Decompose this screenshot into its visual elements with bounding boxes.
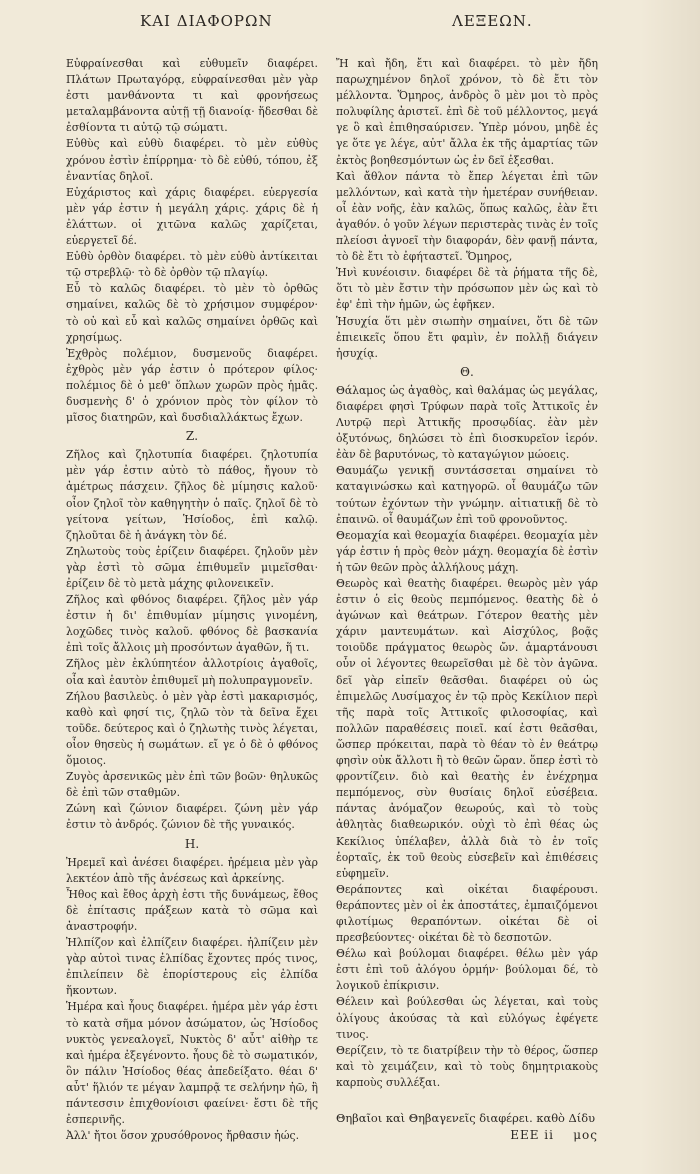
section-heading-h: Η. [184, 836, 200, 851]
signature-mark [510, 1127, 598, 1144]
entry-h-2: Ἦθος καὶ ἔθος ἀρχὴ ἐστι τῆς δυνάμεως, ἔθος δὲ ἐπίτασις πράξεων κατὰ τὸ σῶμα καὶ ἀναστροφήν. [66, 887, 318, 933]
entry-th-2: Θαυμάζω γενικῇ συντάσσεται σημαίνει τὸ καταγινώσκω καὶ κατηγορῶ. οἷ θαυμάζω τῶν τούτων ἐχόντων τὴν γνώμην. αἰτιατικῇ δὲ τὸ ἐπαινῶ. οἷ θαυμάζων ἐπὶ τοῦ φρονοῦντος. [336, 464, 598, 526]
header-right-title: ΛΕΞΕΩΝ. [452, 12, 533, 30]
entry-z-5: Ζήλου βασιλεὺς. ὁ μὲν γὰρ ἐστὶ μακαρισμός, καθὸ καὶ φησί τις, ζηλῶ τὸν τὰ δεῖνα ἔχει τοῦδε. δεύτερος καὶ ὁ ζηλωτὴς τινὸς λέγεται, οἷον θησεὺς ἡ σωμάτων. εἴ γε ὁ δὲ ὁ φθόνος ὅμοιος. [66, 689, 318, 768]
catchword: μος [573, 1128, 598, 1142]
entry-th-8: Θερίζειν, τὸ τε διατρίβειν τὴν τὸ θέρος, ὥσπερ καὶ τὸ χειμάζειν, καὶ τὸ τοὺς δημητριακοὺς καρποὺς συλλέξαι. [336, 1043, 598, 1089]
entry-z-6: Ζυγὸς ἀρσενικῶς μὲν ἐπὶ τῶν βοῶν· θηλυκῶς δὲ ἐπὶ τῶν σταθμῶν. [66, 770, 318, 800]
entry-e-3: Εὐχάριστος καὶ χάρις διαφέρει. εὐεργεσία μὲν γάρ ἐστιν ἡ μεγάλη χάρις. χάρις δὲ ἡ ἐλάττων. οἱ χιτῶνα καλῶς χαρίζεται, εὐεργετεῖ δέ. [66, 185, 318, 248]
left-column [66, 56, 318, 1144]
right-column [336, 56, 598, 1091]
entry-e-6: Ἐχθρὸς πολέμιον, δυσμενοῦς διαφέρει. ἐχθρὸς μὲν γάρ ἐστιν ὁ πρότερον φίλος· πολέμιος δὲ ὁ μεθ' ὅπλων χωρῶν πρὸς ἡμᾶς. δυσμενὴς δ' ὁ χρόνιον πρὸς τὸν φίλον τὸ μῖσος διατηρῶν, καὶ δυσδιαλλάκτως ἔχων. [66, 346, 318, 425]
entry-th-7: Θέλειν καὶ βούλεσθαι ὡς λέγεται, καὶ τοὺς ὀλίγους ἀκούσας τὰ καὶ εὐλόγως ἐφέγετε τινος. [336, 995, 598, 1041]
entry-th-4: Θεωρὸς καὶ θεατὴς διαφέρει. θεωρὸς μὲν γάρ ἐστιν ὁ εἰς θεοὺς πεμπόμενος. θεατὴς δὲ ὁ ἀγώνων καὶ θεάτρων. Γότερον θεατὴς μὲν χάριν μαντευμάτων. καὶ Αἰσχύλος, βοᾷς τοιοῦδε πράγματος θεωρὸς ὤν. ἁμαρτάνουσι οὖν οἱ λέγοντες θεωρεῖσθαι μὲ δὲ τὸν ἀγῶνα. δεῖ γὰρ εἰπεῖν θεᾶσθαι. διαφέρει οὐ ὡς ἐπιμελῶς Λυσίμαχος ἐν τῷ πρὸς Κεκίλιον περὶ τῆς παρὰ τοῖς Ἀττικοῖς φιλοσοφίας, καὶ πολλῶν παραθέσεις ποιεῖ. καί ἐστι θεᾶσθαι, ὥσπερ πρόκειται, παρὰ τὸ θέαν τὸ ἐν θεάτρῳ φησὶν οὐκ ἄλλοτι ἢ τὸ θεῶν ὤραν. ὅπερ ἐστὶ τὸ φροντίζειν. διὸ καὶ θεατὴς ἐν ἐνέχρημα πεμπόμενος, σὺν θυσίαις δηλοῖ εὐσέβεια. πάντας ἀνόμαζον θεωρούς, καὶ τὸ τοὺς ἀθλητὰς διαθεωρικόν. οὐχὶ τὸ ἐπὶ θέας ὡς Κεκίλιος ὑπέλαβεν, ἀλλὰ διὰ τὸ ἐν τοῖς ἑορταῖς, ἐκ τοῦ θεοὺς εὐσεβεῖν καὶ ἐπιθέσεις εὐφημεῖν. [336, 577, 598, 880]
entry-h-3: Ἠλπίζον καὶ ἐλπίζειν διαφέρει. ἠλπίζειν μὲν γὰρ αὐτοὶ τινας ἐλπίδας ἔχοντες πρός τινος, ἐπιλείπειν δὲ ἐπορίστερους εἰς ἐλπίδα ἥκοντων. [66, 936, 318, 998]
footer-last-line-text: Θηβαῖοι καὶ Θηβαγενεῖς διαφέρει. καθὸ Δίδυ [336, 1111, 596, 1125]
entry-h-5: Ἀλλ' ἤτοι ὅσον χρυσόθρονος ἤρθασιν ἠώς. [66, 1129, 300, 1143]
entry-th-6: Θέλω καὶ βούλομαι διαφέρει. θέλω μὲν γάρ ἐστι ἐπὶ τοῦ ἀλόγου ὁρμήν· βούλομαι δέ, τὸ λογικοῦ ἐπίκρισιν. [336, 947, 598, 993]
entry-top-3: Ἡνὶ κυνέοισιν. διαφέρει δὲ τὰ ῥήματα τῆς δὲ, ὅτι τὸ μὲν ἔστιν τὴν πρόσωπον μὲν ὡς καὶ τὸ ἐφ' ἐπὶ τὴν ἡμῶν, ὡς ἐφῆκεν. [336, 266, 598, 312]
entry-e-2: Εὐθὺς καὶ εὐθὺ διαφέρει. τὸ μὲν εὐθὺς χρόνου ἐστὶν ἐπίρρημα· τὸ δὲ εὐθύ, τόπου, ἐξ ἐναντίας δηλοῖ. [66, 137, 318, 183]
footer-last-line [336, 1110, 598, 1127]
entry-z-1: Ζῆλος καὶ ζηλοτυπία διαφέρει. ζηλοτυπία μὲν γάρ ἐστιν αὐτὸ τὸ πάθος, ἤγουν τὸ ἀμέτρως πάσχειν. ζῆλος δὲ μίμησις καλοῦ· οἷον ζηλοῖ τὸν καθηγητὴν ὁ παῖς. ζηλοῖ δὲ τὸ γείτονα γείτων, Ἡσίοδος, ἐπὶ καλῷ. ζηλοῦται δὲ ἡ ἀνάγκη τὸν δέ. [66, 448, 318, 542]
section-heading-th: Θ. [460, 364, 474, 379]
entry-th-1: Θάλαμος ὡς ἀγαθὸς, καὶ θαλάμας ὡς μεγάλας, διαφέρει φησὶ Τρύφων παρὰ τοῖς Ἀττικοῖς ἐν Λυτρῷ περὶ Ἀττικῆς προσῳδίας. ἐὰν μὲν ὀξυτόνως, δηλώσει τὸ ἐπὶ διοσκυρεῖον ἱερόν. ἐὰν δὲ βαρυτόνως, τὸ καταγώγιον μώοεις. [336, 383, 598, 462]
entry-top-4: Ἡσυχία ὅτι μὲν σιωπὴν σημαίνει, ὅτι δὲ τῶν ἐπιεικεῖς ὅπου ἔτι φαμὶν, ἐν πολλῇ διάγειν ἡσυχίᾳ. [336, 314, 598, 360]
entry-z-2: Ζηλωτοὺς τοὺς ἐρίζειν διαφέρει. ζηλοῦν μὲν γὰρ ἐστὶ τὸ σῶμα ἐπιθυμεῖν μιμεῖσθαι· ἐρίζειν δὲ τὸ μετὰ μάχης φιλονεικεῖν. [66, 544, 318, 590]
signature-text: ΕΕΕ ii [510, 1128, 554, 1142]
entry-z-4: Ζῆλος μὲν ἐκλύπητέον ἀλλοτρίοις ἀγαθοῖς, οἷα καὶ ἑαυτὸν ἐπιθυμεῖ μὴ πολυπραγμονεῖν. [66, 657, 318, 687]
entry-h-1: Ἠρεμεῖ καὶ ἀνέσει διαφέρει. ἠρέμεια μὲν γὰρ λεκτέον ἀπὸ τῆς ἀνέσεως καὶ ἀρκείνης. [66, 855, 318, 885]
section-heading-z: Ζ. [185, 429, 199, 444]
page-footer [336, 1110, 598, 1142]
entry-h-4: Ἡμέρα καὶ ἦους διαφέρει. ἡμέρα μὲν γάρ ἐστι τὸ κατὰ σῆμα μόνον ἀσώματον, ὡς Ἡσίοδος νυκτὸς γενεαλογεῖ, Νυκτὸς δ' αὖτ' αἰθὴρ τε καὶ ἡμέρα ἐξεγένοντο. ἦους δὲ τὸ σωματικόν, ὃν πάλιν Ἡσίοδος θέας ἀπεδείξατο. θέαι δ' αὖτ' ἥλιόν τε μέγαν λαμπρᾷ τε σελήνην ἠῶ, ἣ πάντεσσιν ἐπιχθονίοισι φαείνει· ἔστι δὲ τῆς ἐσπερινῆς. [66, 1000, 318, 1127]
entry-z-3: Ζῆλος καὶ φθόνος διαφέρει. ζῆλος μὲν γάρ ἐστιν ἡ δι' ἐπιθυμίαν μίμησις γινομένη, λοχῶδες τινὸς καλοῦ. φθόνος δὲ βασκανία ἐπὶ τοῖς ἄλλοις μὴ προσόντων ἀγαθῶν, ἥ τι. [66, 593, 318, 655]
entry-th-5: Θεράποντες καὶ οἰκέται διαφέρουσι. θεράποντες μὲν οἱ ἐκ ἀποστάτες, ἐμπαιζόμενοι φιλοτίμως θεραπόντων. οἰκέται δὲ οἱ πρεσβεύοντες· οἰκέται δὲ τὸ δεσποτῶν. [336, 882, 598, 945]
entry-e-1: Εὐφραίνεσθαι καὶ εὐθυμεῖν διαφέρει. Πλάτων Πρωταγόρᾳ, εὐφραίνεσθαι μὲν γὰρ ἐστι μανθάνοντα τι καὶ φρονήσεως μεταλαμβάνοντα αὐτῇ τῇ διανοίᾳ· ἥδεσθαι δὲ ἐσθίοντα τι αὐτῷ τῷ σώματι. [66, 57, 318, 135]
entry-z-7: Ζώνη καὶ ζώνιον διαφέρει. ζώνη μὲν γάρ ἐστιν τὸ ἀνδρός. ζώνιον δὲ τῆς γυναικός. [66, 802, 318, 832]
page-edge-shadow [640, 0, 700, 1174]
header-left-title: ΚΑΙ ΔΙΑΦΟΡΩΝ [140, 12, 273, 30]
entry-e-5: Εὖ τὸ καλῶς διαφέρει. τὸ μὲν τὸ ὀρθῶς σημαίνει, καλῶς δὲ τὸ χρήσιμον συμφέρον· τὸ οὐ καὶ εὖ καὶ καλῶς σημαίνει ὀρθῶς καὶ χρησίμως. [66, 282, 318, 344]
entry-top-2: Καὶ ἄθλον πάντα τὸ ἔπερ λέγεται ἐπὶ τῶν μελλόντων, καὶ κατὰ τὴν ἡμετέραν συνήθειαν. οἷ ἐὰν νοῆς, ἐὰν καλῶς, ὅπως καλῶς, ἐὰν ἔτι ἀγαθόν. ὁ γοῦν λέγων περιστερὰς τινὰς ἐν τοῖς πλείοσι ἀγνοεῖ τὴν διαφοράν, δὲν φανῇ πάντα, τὸ δὲ ἔτι τὸ ἐφήταστεῖ. Ὅμηρος, [336, 169, 599, 264]
running-header [0, 8, 700, 34]
entry-e-4: Εὐθὺ ὀρθὸν διαφέρει. τὸ μὲν εὐθὺ ἀντίκειται τῷ στρεβλῷ· τὸ δὲ ὀρθὸν τῷ πλαγίῳ. [66, 250, 318, 280]
entry-th-3: Θεομαχία καὶ θεομαχία διαφέρει. θεομαχία μὲν γάρ ἐστιν ἡ πρὸς θεὸν μάχη. θεομαχία δὲ ἐστὶν ἡ τῶν θεῶν πρὸς ἀλλήλους μάχη. [336, 528, 598, 574]
entry-top-1: Ἤ καὶ ἤδη, ἔτι καὶ διαφέρει. τὸ μὲν ἤδη παρωχημένον δηλοῖ χρόνον, τὸ δὲ ἔτι τὸν μέλλοντα. Ὅμηρος, ἀνδρὸς ὃ μὲν μοι τὸ πρὸς πολυφίλης ἀριστεῖ. ἐπὶ δὲ τοῦ μέλλοντος, μεγά γε ὃ καὶ ἐπιθησαύρισεν. Ὑπὲρ μόνου, μηδὲ ἐς γε ὅτε γε λέγε, αὐτ' ἄλλα ἐκ τῆς ἁμαρτίας τῶν ἐκτὸς βοηθεσμόντων ὡς ἐν δεῖ ἐξεσθαι. [336, 57, 598, 167]
